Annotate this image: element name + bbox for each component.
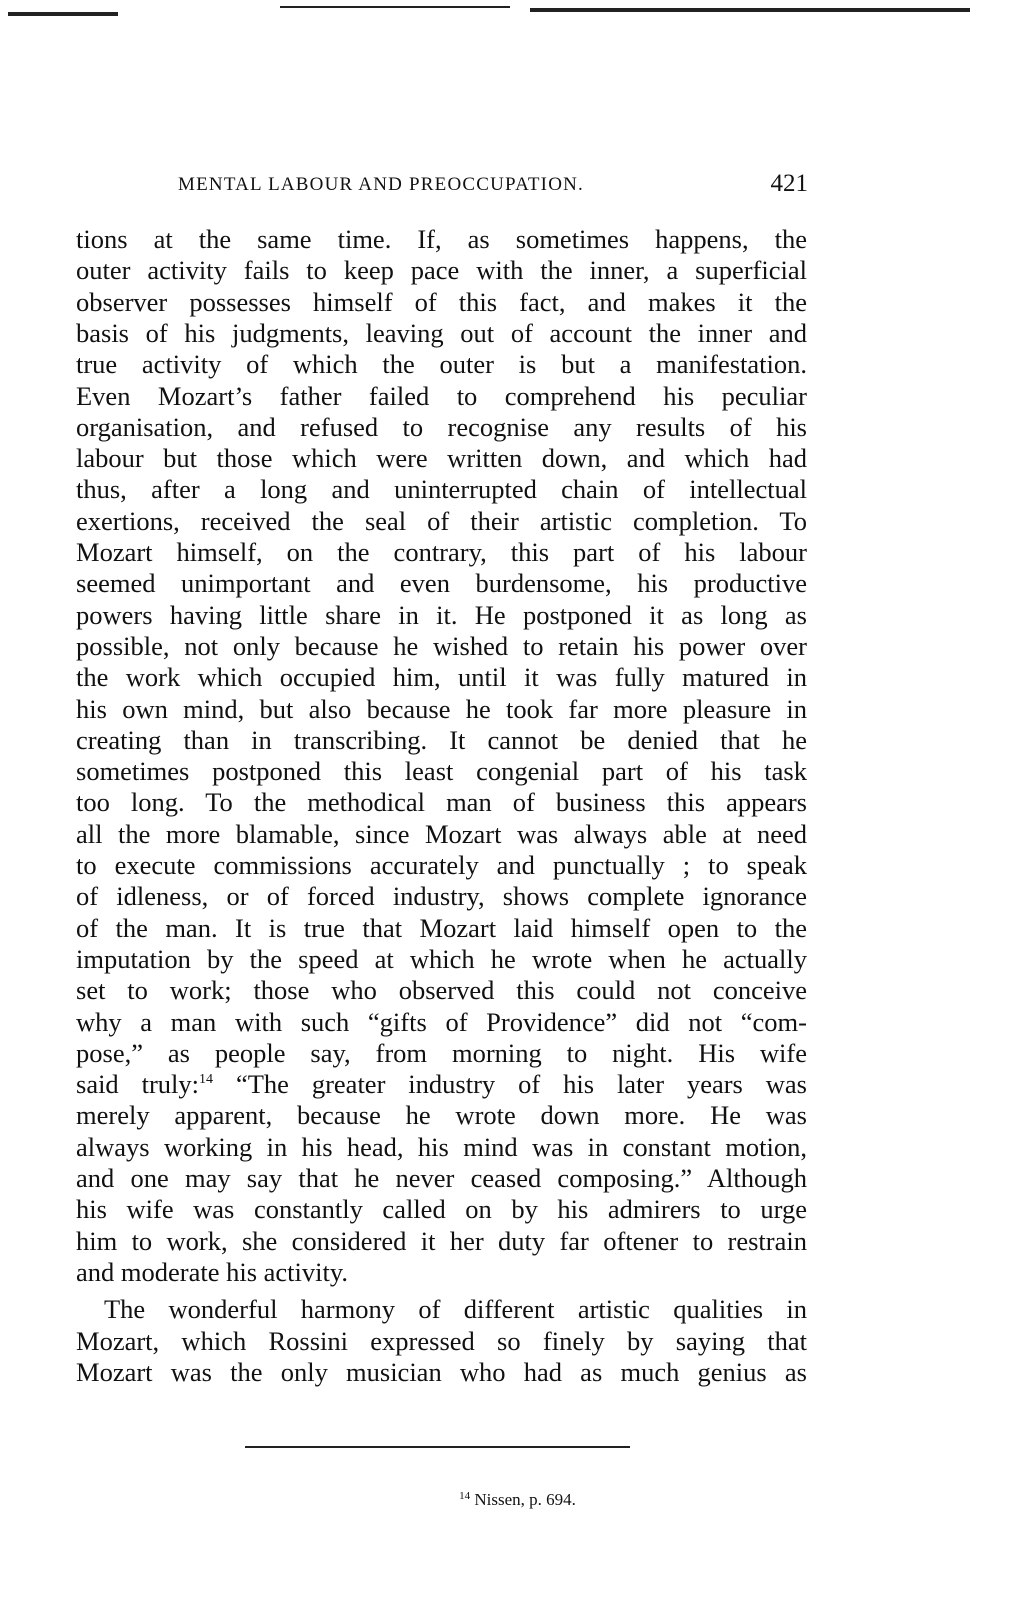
text-line xyxy=(76,568,807,599)
text-line xyxy=(76,224,807,255)
text-line xyxy=(76,819,807,850)
text-line-content: Mozart, which Rossini expressed so finely by saying that xyxy=(76,1326,807,1356)
text-line xyxy=(76,255,807,286)
text-line xyxy=(76,506,807,537)
text-line xyxy=(76,694,807,725)
text-line-content: outer activity fails to keep pace with the inner, a superficial xyxy=(76,255,807,286)
text-line-content: said truly: xyxy=(76,1069,200,1100)
text-line xyxy=(76,412,807,443)
text-line-content: and moderate his activity. xyxy=(76,1256,349,1287)
page-number: 421 xyxy=(770,170,808,197)
text-line-content: sometimes postponed this least congenial part of his task xyxy=(76,756,807,787)
text-line-content: observer possesses himself of this fact, and makes it the xyxy=(76,286,807,317)
text-line xyxy=(76,662,807,693)
text-line xyxy=(76,975,807,1006)
text-line-content: all the more blamable, since Mozart was always able at need xyxy=(76,818,807,849)
text-line xyxy=(76,1038,807,1069)
text-line xyxy=(76,1194,807,1225)
text-line-content: seemed unimportant and even burdensome, his productive xyxy=(76,568,807,599)
text-line-content: to execute commissions accurately and punctually ; to speak xyxy=(76,850,807,880)
text-line-content: Mozart himself, on the contrary, this part of his labour xyxy=(76,537,807,567)
text-line xyxy=(76,349,807,380)
text-line xyxy=(76,1226,807,1257)
text-line-content: him to work, she considered it her duty far oftener to restrain xyxy=(76,1225,807,1256)
text-line-content: The wonderful harmony of different artistic qualities in xyxy=(104,1294,807,1324)
footnote-text: Nissen, p. 694. xyxy=(470,1490,576,1509)
scan-artifact xyxy=(280,6,510,8)
text-line xyxy=(76,381,807,412)
text-line-content: and one may say that he never ceased composing.” Although xyxy=(76,1163,807,1193)
text-line xyxy=(76,631,807,662)
text-line-content: exertions, received the seal of their artistic completion. To xyxy=(76,505,807,536)
text-line-content: the work which occupied him, until it was fully matured in xyxy=(76,662,807,693)
text-line-content: tions at the same time. If, as sometimes happens, the xyxy=(76,224,807,254)
text-line xyxy=(76,1132,807,1163)
text-line xyxy=(76,944,807,975)
text-line xyxy=(76,1069,807,1100)
text-line xyxy=(76,1257,807,1288)
text-line-content: creating than in transcribing. It cannot be denied that he xyxy=(76,724,807,755)
text-line xyxy=(76,787,807,818)
text-line-content: imputation by the speed at which he wrote when he actually xyxy=(76,943,807,974)
text-line-content: of idleness, or of forced industry, shows complete ignorance xyxy=(76,881,807,912)
text-line-content: his own mind, but also because he took far more pleasure in xyxy=(76,693,807,724)
text-line-content: why a man with such “gifts of Providence” did not “com- xyxy=(76,1006,807,1037)
text-line xyxy=(76,881,807,912)
text-line xyxy=(76,1357,807,1388)
footnote-reference: 14 xyxy=(199,1072,214,1088)
text-line-content: possible, not only because he wished to retain his power over xyxy=(76,630,807,661)
text-line-content: merely apparent, because he wrote down more. He was xyxy=(76,1100,807,1131)
text-line-content: thus, after a long and uninterrupted chain of intellectual xyxy=(76,474,807,505)
text-line-content: set to work; those who observed this could not conceive xyxy=(76,975,807,1006)
text-line xyxy=(76,318,807,349)
text-line-content: organisation, and refused to recognise any results of his xyxy=(76,411,807,442)
text-line xyxy=(76,1100,807,1131)
text-line-content: labour but those which were written down, and which had xyxy=(76,443,807,474)
running-title: MENTAL LABOUR AND PREOCCUPATION. xyxy=(178,174,585,195)
text-line-content: “The greater industry of his later years was xyxy=(213,1069,807,1100)
text-line xyxy=(76,600,807,631)
footnote xyxy=(0,1490,1035,1510)
text-line xyxy=(76,537,807,568)
text-line-content: Mozart was the only musician who had as much genius as xyxy=(76,1357,807,1387)
text-line-content: Even Mozart’s father failed to comprehend his peculiar xyxy=(76,380,807,411)
footnote-rule xyxy=(245,1446,630,1448)
text-line-content: pose,” as people say, from morning to night. His wife xyxy=(76,1037,807,1068)
text-line xyxy=(76,850,807,881)
footnote-marker: 14 xyxy=(459,1490,471,1502)
text-line-content: too long. To the methodical man of business this appears xyxy=(76,787,807,818)
text-line xyxy=(76,1007,807,1038)
scan-artifact xyxy=(8,12,118,16)
text-line xyxy=(76,725,807,756)
text-line-content: powers having little share in it. He postponed it as long as xyxy=(76,599,807,630)
text-line xyxy=(76,474,807,505)
text-line xyxy=(76,756,807,787)
text-line xyxy=(76,1326,807,1357)
text-line xyxy=(76,1163,807,1194)
scan-artifact xyxy=(530,8,970,12)
text-line xyxy=(76,287,807,318)
text-line-content: his wife was constantly called on by his admirers to urge xyxy=(76,1194,807,1225)
text-line-content: basis of his judgments, leaving out of account the inner and xyxy=(76,317,807,348)
text-line-content: of the man. It is true that Mozart laid himself open to the xyxy=(76,912,807,943)
text-line xyxy=(104,1294,807,1325)
text-line xyxy=(76,913,807,944)
text-line xyxy=(76,443,807,474)
text-line-content: true activity of which the outer is but a manifestation. xyxy=(76,349,807,380)
text-line-content: always working in his head, his mind was in constant motion, xyxy=(76,1131,807,1162)
